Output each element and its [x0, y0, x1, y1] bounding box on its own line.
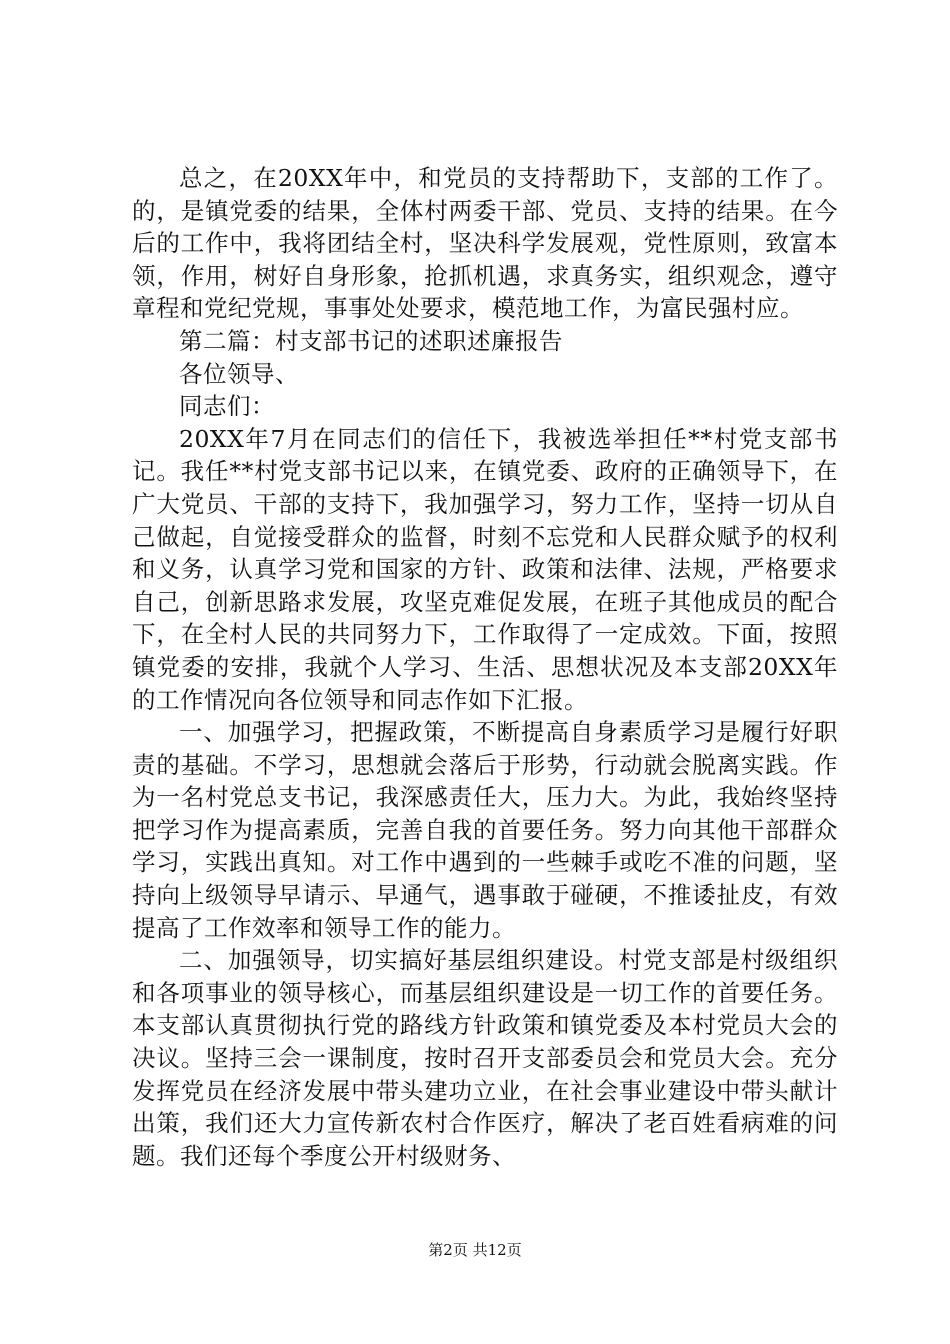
paragraph-study: 一、加强学习，把握政策，不断提高自身素质学习是履行好职责的基础。不学习，思想就会落后于形势，行动就会脱离实践。作为一名村党总支书记，我深感责任大，压力大。为此，我始终坚持把学习作为提高素质，完善自我的首要任务。努力向其他干部群众学习，实践出真知。对工作中遇到的一些棘手或吃不准的问题，坚持向上级领导早请示、早通气，遇事敢于碰硬，不推诿扯皮，有效提高了工作效率和领导工作的能力。	[132, 718, 838, 942]
document-body	[132, 162, 838, 1172]
paragraph-introduction: 20XX年7月在同志们的信任下，我被选举担任**村党支部书记。我任**村党支部书记以来，在镇党委、政府的正确领导下，在广大党员、干部的支持下，我加强学习，努力工作，坚持一切从自己做起，自觉接受群众的监督，时刻不忘党和人民群众赋予的权利和义务，认真学习党和国家的方针、政策和法律、法规，严格要求自己，创新思路求发展，攻坚克难促发展，在班子其他成员的配合下，在全村人民的共同努力下，工作取得了一定成效。下面，按照镇党委的安排，我就个人学习、生活、思想状况及本支部20XX年的工作情况向各位领导和同志作如下汇报。	[132, 424, 838, 714]
paragraph-summary: 总之，在20XX年中，和党员的支持帮助下，支部的工作了。的，是镇党委的结果，全体村两委干部、党员、支持的结果。在今后的工作中，我将团结全村，坚决科学发展观，党性原则，致富本领，作用，树好自身形象，抢抓机遇，求真务实，组织观念，遵守章程和党纪党规，事事处处要求，模范地工作，为富民强村应。	[132, 164, 838, 323]
section-title: 第二篇：村支部书记的述职述廉报告	[179, 326, 563, 355]
salutation-leaders: 各位领导、	[179, 359, 299, 388]
page-number-footer: 第2页 共12页	[428, 1241, 522, 1259]
paragraph-leadership: 二、加强领导，切实搞好基层组织建设。村党支部是村级组织和各项事业的领导核心，而基层组织建设是一切工作的首要任务。本支部认真贯彻执行党的路线方针政策和镇党委及本村党员大会的决议。坚持三会一课制度，按时召开支部委员会和党员大会。充分发挥党员在经济发展中带头建功立业，在社会事业建设中带头献计出策，我们还大力宣传新农村合作医疗，解决了老百姓看病难的问题。我们还每个季度公开村级财务、	[132, 946, 838, 1170]
salutation-comrades: 同志们：	[179, 392, 275, 421]
